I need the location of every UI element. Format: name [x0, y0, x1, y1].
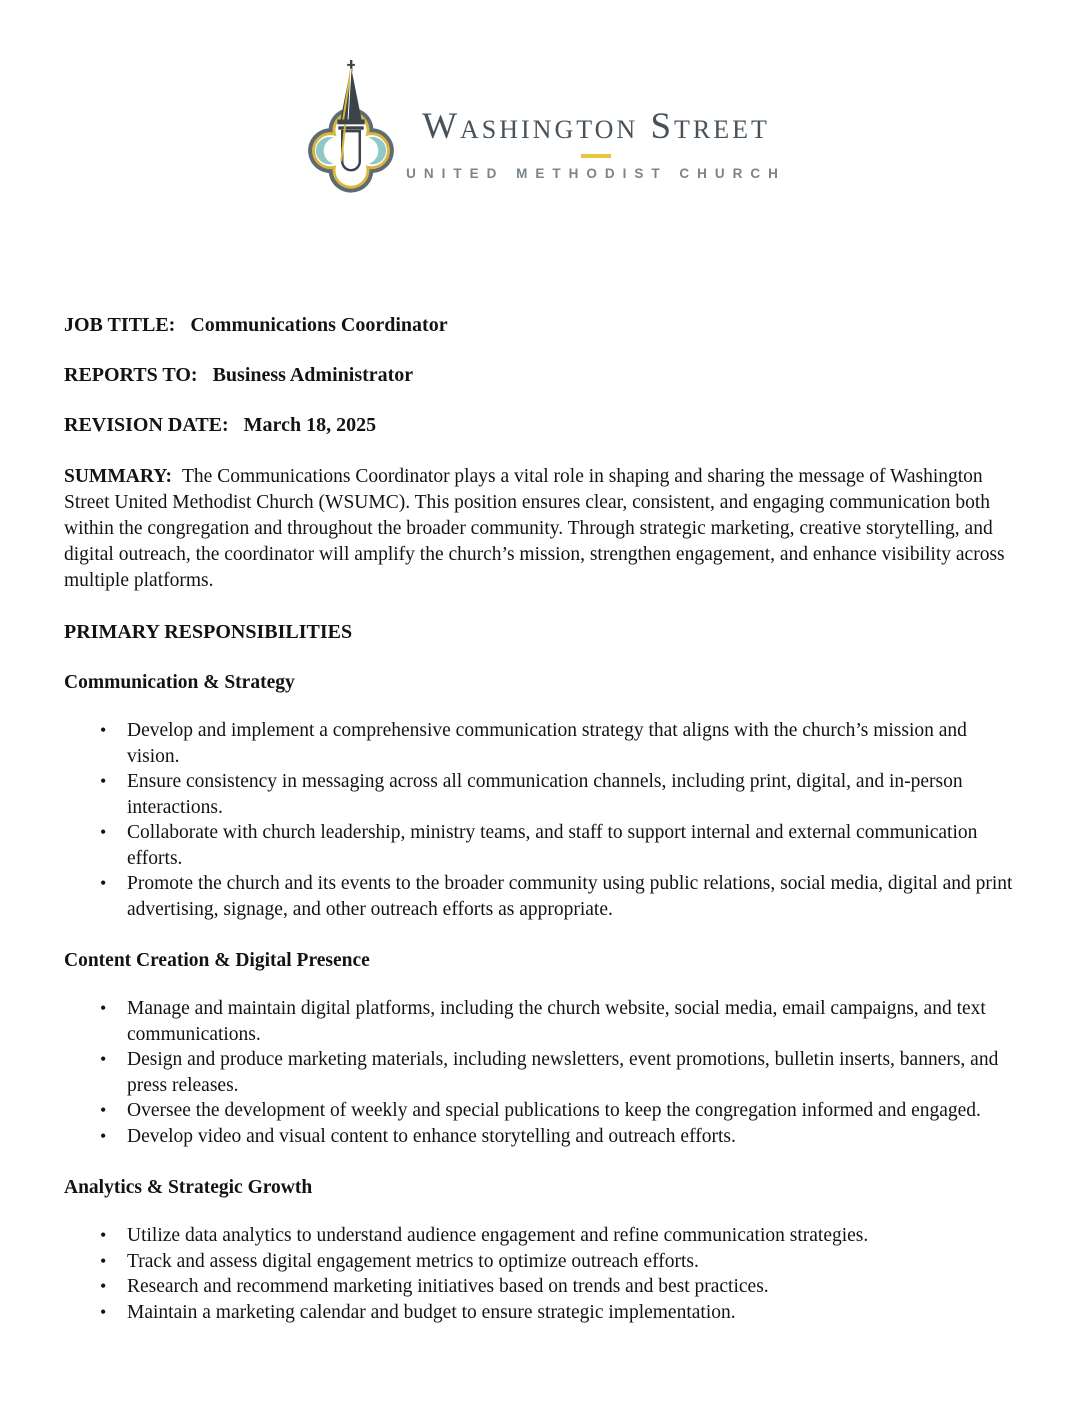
- list-item: • Develop and implement a comprehensive communication strategy that aligns with the church’s mission and vision.: [100, 718, 1024, 769]
- list-item: • Utilize data analytics to understand audience engagement and refine communication strategies.: [100, 1223, 1024, 1249]
- logo-text: [406, 108, 786, 181]
- logo-underline-accent: [581, 154, 611, 158]
- job-title-value: Communications Coordinator: [190, 314, 448, 336]
- list-item: • Research and recommend marketing initiatives based on trends and best practices.: [100, 1274, 1024, 1300]
- analytics-growth-list: [64, 1223, 1024, 1325]
- list-item: • Maintain a marketing calendar and budget to ensure strategic implementation.: [100, 1300, 1024, 1326]
- section-heading-analytics-growth: Analytics & Strategic Growth: [64, 1177, 313, 1198]
- list-item: • Develop video and visual content to enhance storytelling and outreach efforts.: [100, 1124, 1024, 1150]
- church-steeple-icon: [302, 60, 400, 216]
- list-item: • Oversee the development of weekly and special publications to keep the congregation informed and engaged.: [100, 1098, 1024, 1124]
- list-item: • Manage and maintain digital platforms, including the church website, social media, email campaigns, and text communications.: [100, 996, 1024, 1047]
- job-title-label: JOB TITLE:: [64, 314, 176, 336]
- church-logo: [64, 0, 1024, 218]
- section-heading-content-creation: Content Creation & Digital Presence: [64, 950, 370, 971]
- summary-text: The Communications Coordinator plays a vital role in shaping and sharing the message of Washington Street United Methodist Church (WSUMC). This position ensures clear, consistent, and engaging communication both within the congregation and throughout the broader community. Through strategic marketing, creative storytelling, and digital outreach, the coordinator will amplify the church’s mission, strengthen engagement, and enhance visibility across multiple platforms.: [64, 466, 1005, 591]
- list-item: • Collaborate with church leadership, ministry teams, and staff to support internal and external communication efforts.: [100, 820, 1024, 871]
- content-creation-list: [64, 996, 1024, 1149]
- job-title-line: [64, 314, 1024, 337]
- list-item: • Promote the church and its events to the broader community using public relations, social media, digital and print advertising, signage, and other outreach efforts as appropriate.: [100, 871, 1024, 922]
- logo-subtitle: UNITED METHODIST CHURCH: [406, 166, 786, 181]
- section-heading-communication-strategy: Communication & Strategy: [64, 672, 295, 693]
- list-item: • Track and assess digital engagement metrics to optimize outreach efforts.: [100, 1249, 1024, 1275]
- list-item: • Design and produce marketing materials, including newsletters, event promotions, bulletin inserts, banners, and press releases.: [100, 1047, 1024, 1098]
- reports-to-label: REPORTS TO:: [64, 364, 198, 386]
- logo-title: Washington Street: [422, 106, 770, 147]
- revision-date-line: [64, 414, 1024, 437]
- summary-paragraph: [64, 464, 1024, 594]
- reports-to-line: [64, 364, 1024, 387]
- summary-label: SUMMARY:: [64, 466, 173, 487]
- communication-strategy-list: [64, 718, 1024, 922]
- primary-responsibilities-heading: PRIMARY RESPONSIBILITIES: [64, 621, 353, 643]
- job-description-content: [64, 314, 1024, 1325]
- revision-date-value: March 18, 2025: [243, 414, 377, 436]
- reports-to-value: Business Administrator: [212, 364, 414, 386]
- revision-date-label: REVISION DATE:: [64, 414, 229, 436]
- list-item: • Ensure consistency in messaging across all communication channels, including print, digital, and in-person interactions.: [100, 769, 1024, 820]
